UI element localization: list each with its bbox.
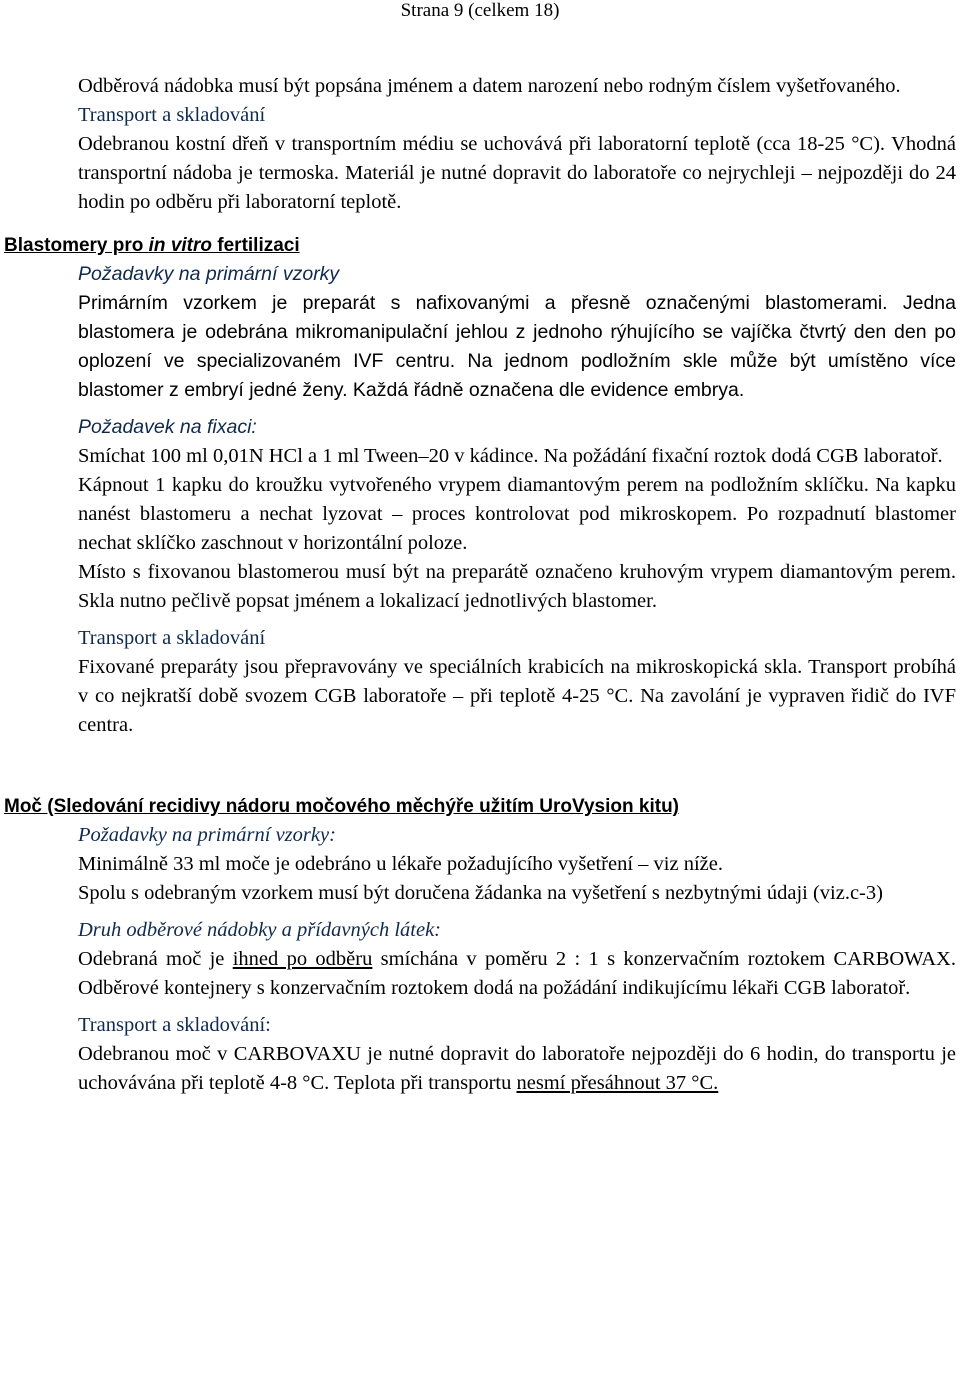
section-heading-blastomery <box>4 231 956 260</box>
paragraph: Spolu s odebraným vzorkem musí být doručena žádanka na vyšetření s nezbytnými údaji (viz.c-3) <box>78 882 883 904</box>
subheading-transport: Transport a skladování: <box>78 1014 271 1036</box>
paragraph: Minimálně 33 ml moče je odebráno u lékaře požadujícího vyšetření – viz níže. <box>78 853 723 875</box>
paragraph: Kápnout 1 kapku do kroužku vytvořeného vrypem diamantovým perem na podložním sklíčku. Na kapku nanést blastomeru a nechat lyzovat – proces kontrolovat pod mikroskopem. Po rozpadnutí blastomer nechat sklíčko zaschnout v horizontální poloze. <box>78 474 956 554</box>
paragraph: Primárním vzorkem je preparát s nafixovanými a přesně označenými blastomerami. Jedna blastomera je odebrána mikromanipulační jehlou z jednoho rýhujícího se vajíčka čtvrtý den den po oplození ve specializovaném IVF centru. Na jednom podložním skle může být umístěno více blastomer z embryí jedné ženy. Každá řádně označena dle evidence embrya. <box>78 292 956 401</box>
section-heading-moc: Moč (Sledování recidivy nádoru močového měchýře užitím UroVysion kitu) <box>4 796 680 817</box>
heading-part: fertilizaci <box>212 235 300 256</box>
paragraph: Odebranou kostní dřeň v transportním médiu se uchovává při laboratorní teplotě (cca 18-25 °C). Vhodná transportní nádoba je termoska. Materiál je nutné dopravit do laboratoře co nejrychleji – nejpozději do 24 hodin po odběru při laboratorní teplotě. <box>78 133 956 213</box>
paragraph: Fixované preparáty jsou přepravovány ve speciálních krabicích na mikroskopická skla. Transport probíhá v co nejkratší době svozem CGB laboratoře – při teplotě 4-25 °C. Na zavolání je vypraven řidič do IVF centra. <box>78 656 956 736</box>
paragraph <box>78 1040 956 1098</box>
paragraph: Místo s fixovanou blastomerou musí být na preparátě označeno kruhovým vrypem diamantovým perem. Skla nutno pečlivě popsat jménem a lokalizací jednotlivých blastomer. <box>78 561 956 612</box>
paragraph <box>78 945 956 1003</box>
paragraph: Odběrová nádobka musí být popsána jménem a datem narození nebo rodným číslem vyšetřovaného. <box>78 75 901 97</box>
heading-part: Blastomery pro <box>4 235 149 256</box>
subheading-container: Druh odběrové nádobky a přídavných látek: <box>78 919 442 941</box>
subheading-requirements: Požadavky na primární vzorky <box>78 263 340 285</box>
subheading-transport: Transport a skladování <box>78 104 266 126</box>
underlined-text: nesmí přesáhnout 37 °C. <box>516 1072 719 1094</box>
paragraph: Smíchat 100 ml 0,01N HCl a 1 ml Tween–20 v kádince. Na požádání fixační roztok dodá CGB laboratoř. <box>78 445 943 467</box>
text-run: Odebraná moč je <box>78 948 233 970</box>
document-body <box>4 72 956 1098</box>
underlined-text: ihned po odběru <box>232 948 373 970</box>
subheading-transport: Transport a skladování <box>78 627 266 649</box>
text-run: smíchána v poměru 2 : 1 s konzervačním roztokem CARBOWAX. Odběrové kontejnery s konzervačním roztokem dodá na požádání indikujícímu lékaři CGB laboratoř. <box>78 948 956 999</box>
subheading-fixation: Požadavek na fixaci: <box>78 416 257 438</box>
page-number: Strana 9 (celkem 18) <box>400 0 560 21</box>
subheading-requirements: Požadavky na primární vzorky: <box>78 824 336 846</box>
heading-italic: in vitro <box>148 235 212 256</box>
text-run: Odebranou moč v CARBOVAXU je nutné dopravit do laboratoře nejpozději do 6 hodin, do transportu je uchovávána při teplotě 4-8 °C. Teplota při transportu <box>78 1043 956 1094</box>
